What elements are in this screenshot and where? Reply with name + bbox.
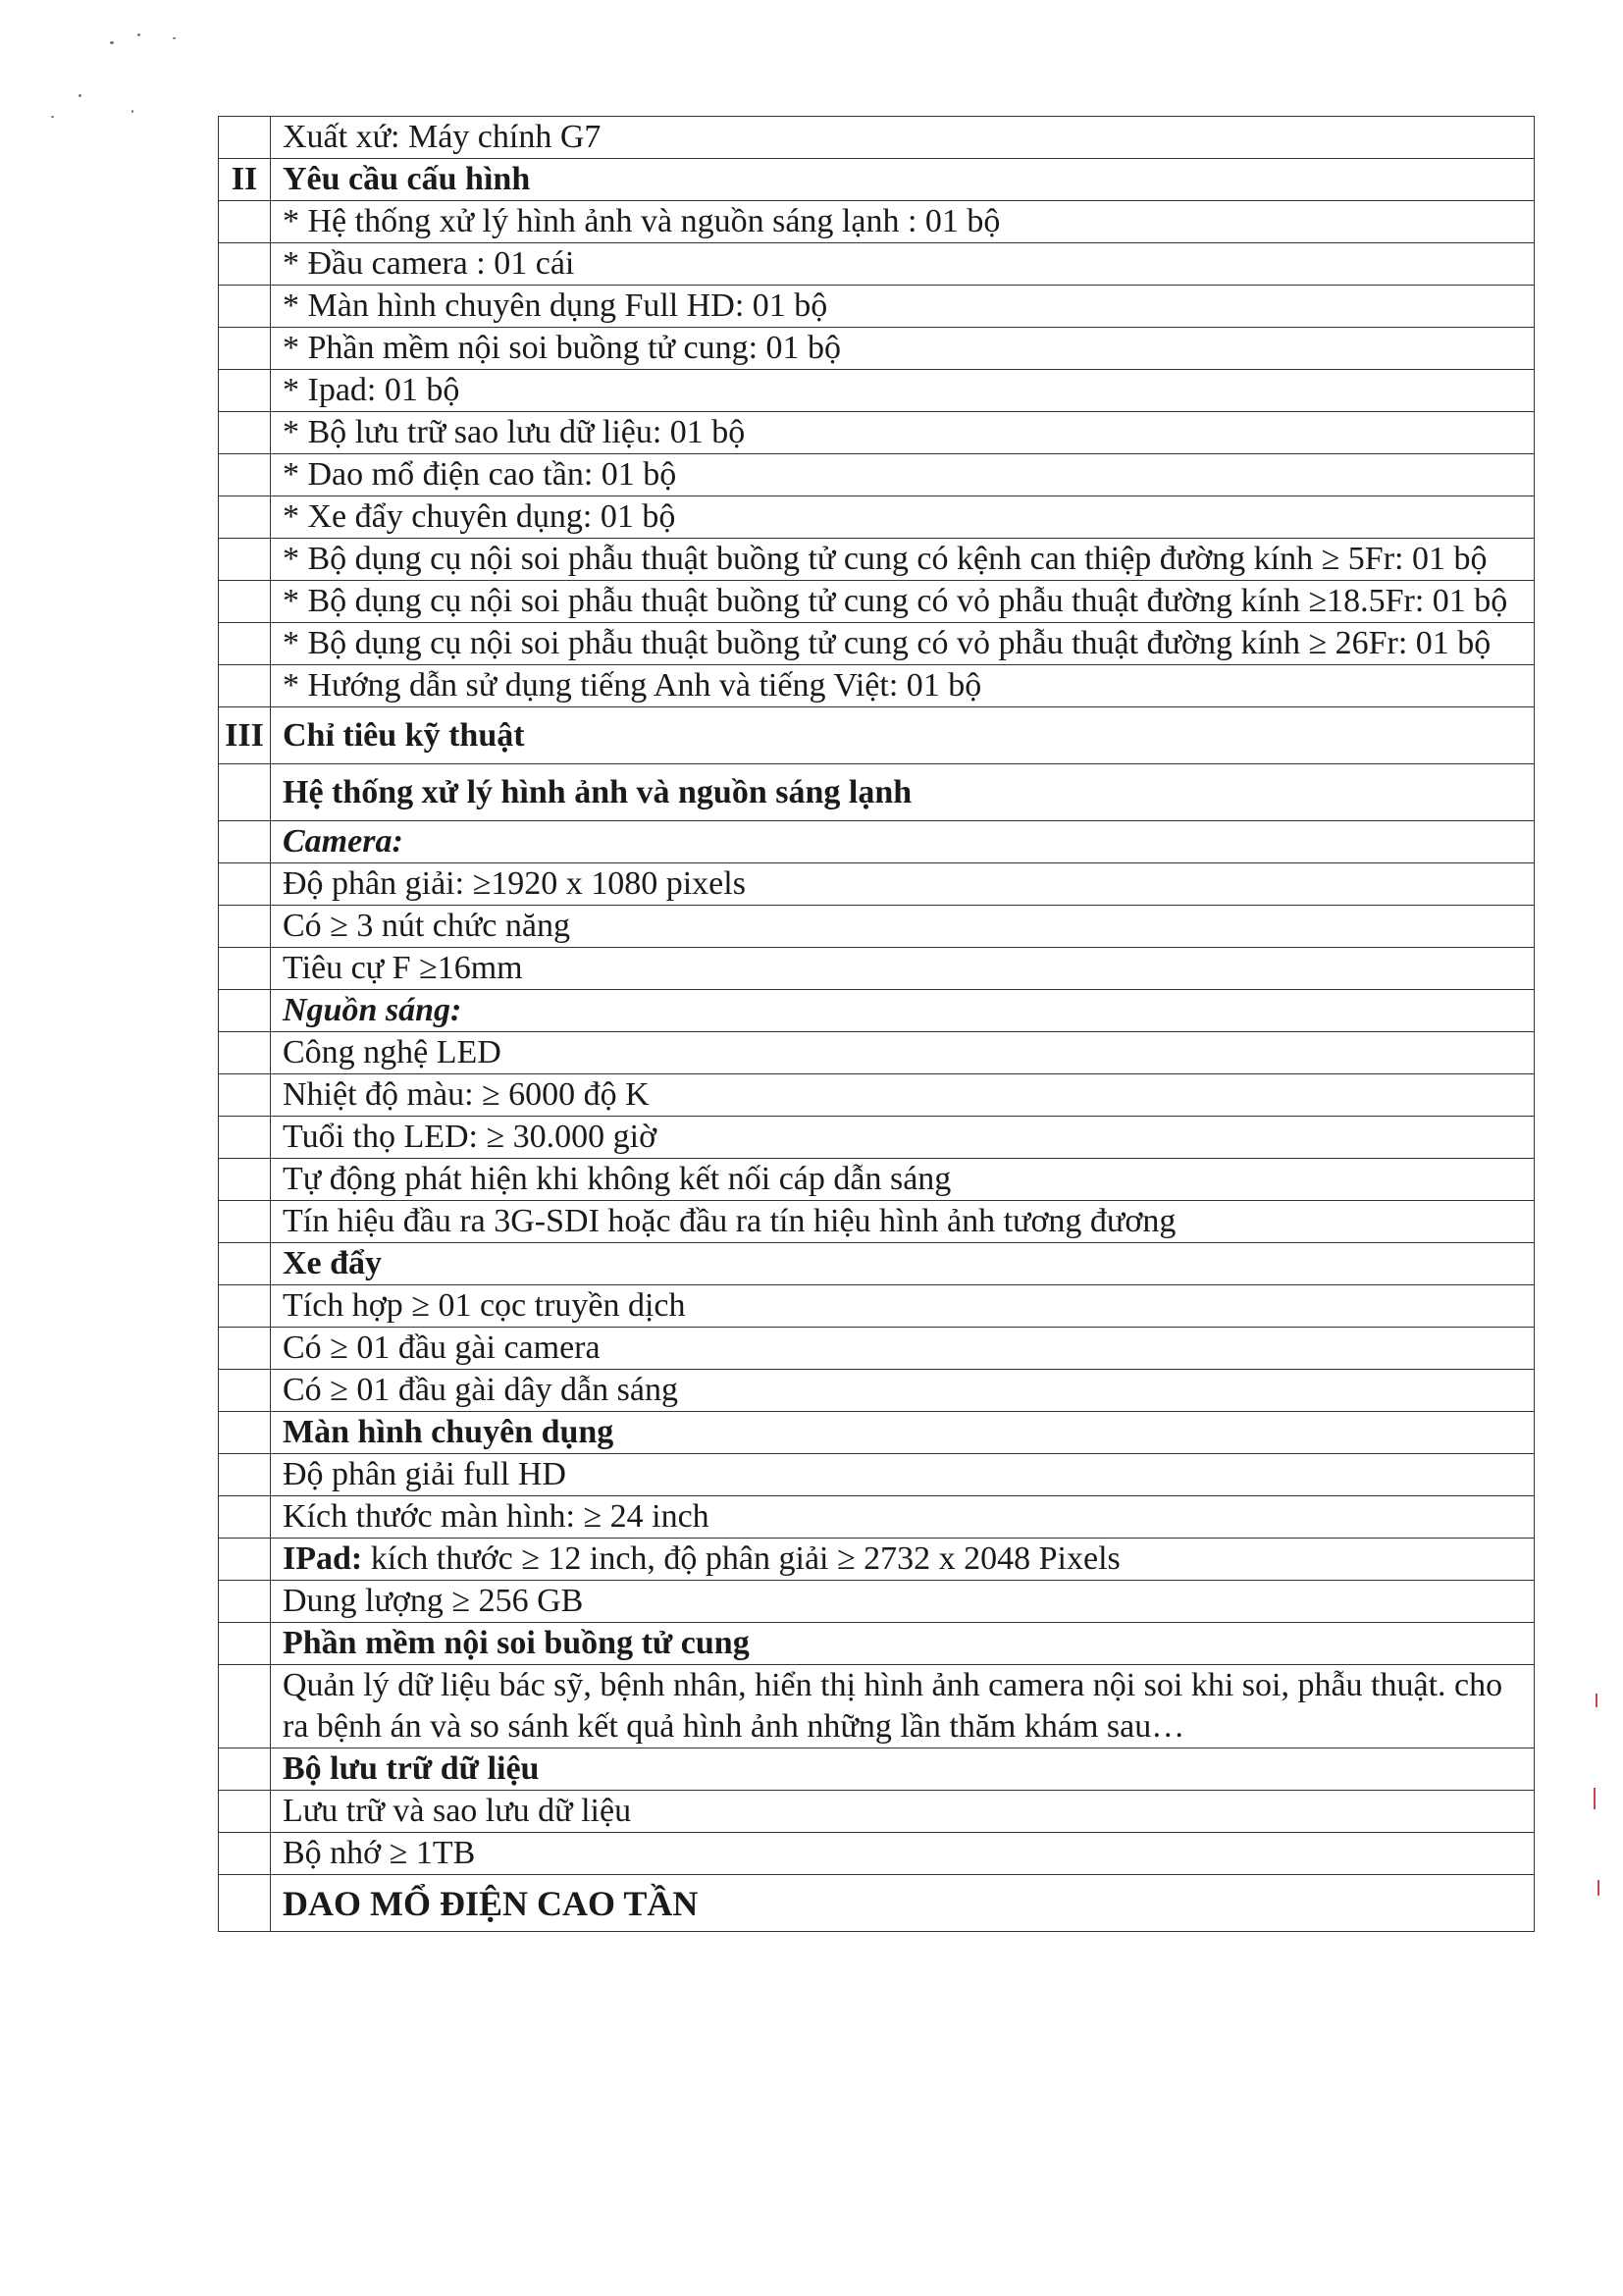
table-row: [219, 539, 1535, 581]
row-number: [219, 665, 271, 707]
scan-speck: [51, 116, 54, 118]
row-text: Tự động phát hiện khi không kết nối cáp dẫn sáng: [271, 1159, 1535, 1201]
row-number: [219, 201, 271, 243]
row-number: [219, 581, 271, 623]
row-text: Độ phân giải full HD: [271, 1454, 1535, 1496]
row-text: Lưu trữ và sao lưu dữ liệu: [271, 1791, 1535, 1833]
table-row: [219, 1748, 1535, 1791]
row-number: [219, 496, 271, 539]
table-row: [219, 1159, 1535, 1201]
row-text: * Bộ dụng cụ nội soi phẫu thuật buồng tử cung có kệnh can thiệp đường kính ≥ 5Fr: 01 bộ: [271, 539, 1535, 581]
row-text: * Ipad: 01 bộ: [271, 370, 1535, 412]
table-row: [219, 1875, 1535, 1932]
table-row: [219, 623, 1535, 665]
table-row: [219, 1074, 1535, 1117]
row-text: * Phần mềm nội soi buồng tử cung: 01 bộ: [271, 328, 1535, 370]
table-row: [219, 286, 1535, 328]
row-number: [219, 1201, 271, 1243]
table-row: [219, 496, 1535, 539]
section-number: III: [219, 707, 271, 764]
row-number: [219, 1623, 271, 1665]
table-row: [219, 1496, 1535, 1539]
table-row: [219, 1328, 1535, 1370]
row-number: [219, 1074, 271, 1117]
row-number: [219, 764, 271, 821]
row-number: [219, 539, 271, 581]
row-number: [219, 1328, 271, 1370]
row-text: Quản lý dữ liệu bác sỹ, bệnh nhân, hiển thị hình ảnh camera nội soi khi soi, phẫu thuật. cho ra bệnh án và so sánh kết quả hình ảnh những lần thăm khám sau…: [271, 1665, 1535, 1748]
ipad-spec: kích thước ≥ 12 inch, độ phân giải ≥ 2732 x 2048 Pixels: [362, 1540, 1121, 1577]
table-row: [219, 117, 1535, 159]
row-number: [219, 1370, 271, 1412]
row-number: [219, 286, 271, 328]
row-number: [219, 948, 271, 990]
row-number: [219, 1243, 271, 1285]
row-number: [219, 454, 271, 496]
row-number: [219, 243, 271, 286]
row-number: [219, 1496, 271, 1539]
scan-mark: [1594, 1788, 1596, 1809]
row-text: * Dao mổ điện cao tần: 01 bộ: [271, 454, 1535, 496]
table-row: [219, 1201, 1535, 1243]
group-heading: Màn hình chuyên dụng: [271, 1412, 1535, 1454]
row-number: [219, 1454, 271, 1496]
row-number: [219, 990, 271, 1032]
table-row: [219, 665, 1535, 707]
row-text: * Bộ dụng cụ nội soi phẫu thuật buồng tử cung có vỏ phẫu thuật đường kính ≥18.5Fr: 01 bộ: [271, 581, 1535, 623]
section-heading: Yêu cầu cấu hình: [271, 159, 1535, 201]
row-text: Độ phân giải: ≥1920 x 1080 pixels: [271, 863, 1535, 906]
table-row: [219, 1412, 1535, 1454]
table-row: [219, 1539, 1535, 1581]
row-text: * Bộ dụng cụ nội soi phẫu thuật buồng tử cung có vỏ phẫu thuật đường kính ≥ 26Fr: 01 bộ: [271, 623, 1535, 665]
table-row: [219, 1032, 1535, 1074]
table-row: [219, 1243, 1535, 1285]
table-row: [219, 1833, 1535, 1875]
table-row: [219, 243, 1535, 286]
row-number: [219, 1032, 271, 1074]
row-number: [219, 1159, 271, 1201]
row-number: [219, 1117, 271, 1159]
row-number: [219, 1285, 271, 1328]
group-heading: Camera:: [271, 821, 1535, 863]
spec-table: [218, 116, 1535, 1932]
row-number: [219, 1581, 271, 1623]
group-heading: Bộ lưu trữ dữ liệu: [271, 1748, 1535, 1791]
table-row: [219, 328, 1535, 370]
row-text: Tuổi thọ LED: ≥ 30.000 giờ: [271, 1117, 1535, 1159]
row-text: Tích hợp ≥ 01 cọc truyền dịch: [271, 1285, 1535, 1328]
table-row: [219, 412, 1535, 454]
section-number: II: [219, 159, 271, 201]
group-heading: Phần mềm nội soi buồng tử cung: [271, 1623, 1535, 1665]
row-text: * Đầu camera : 01 cái: [271, 243, 1535, 286]
row-number: [219, 821, 271, 863]
table-row: [219, 1791, 1535, 1833]
table-row: [219, 906, 1535, 948]
section-heading: DAO MỔ ĐIỆN CAO TẦN: [271, 1875, 1535, 1932]
table-row: [219, 707, 1535, 764]
table-row: [219, 1581, 1535, 1623]
table-row: [219, 1370, 1535, 1412]
row-text: Dung lượng ≥ 256 GB: [271, 1581, 1535, 1623]
row-text: Nhiệt độ màu: ≥ 6000 độ K: [271, 1074, 1535, 1117]
row-number: [219, 328, 271, 370]
table-row: [219, 1285, 1535, 1328]
row-number: [219, 1833, 271, 1875]
ipad-row: [271, 1539, 1535, 1581]
table-row: [219, 1454, 1535, 1496]
table-row: [219, 1623, 1535, 1665]
table-row: [219, 201, 1535, 243]
section-heading: Chỉ tiêu kỹ thuật: [271, 707, 1535, 764]
group-heading: Xe đẩy: [271, 1243, 1535, 1285]
table-row: [219, 159, 1535, 201]
scan-speck: [131, 110, 133, 113]
table-row: [219, 370, 1535, 412]
row-text: Kích thước màn hình: ≥ 24 inch: [271, 1496, 1535, 1539]
table-row: [219, 1665, 1535, 1748]
row-text: Tín hiệu đầu ra 3G-SDI hoặc đầu ra tín hiệu hình ảnh tương đương: [271, 1201, 1535, 1243]
group-heading: Nguồn sáng:: [271, 990, 1535, 1032]
scan-speck: [137, 33, 140, 36]
scan-speck: [173, 37, 176, 39]
row-number: [219, 1665, 271, 1748]
row-number: [219, 370, 271, 412]
row-text: * Bộ lưu trữ sao lưu dữ liệu: 01 bộ: [271, 412, 1535, 454]
table-row: [219, 990, 1535, 1032]
table-row: [219, 863, 1535, 906]
row-text: * Hướng dẫn sử dụng tiếng Anh và tiếng Việt: 01 bộ: [271, 665, 1535, 707]
row-number: [219, 1748, 271, 1791]
row-text: * Màn hình chuyên dụng Full HD: 01 bộ: [271, 286, 1535, 328]
row-text: Có ≥ 3 nút chức năng: [271, 906, 1535, 948]
row-text: Có ≥ 01 đầu gài camera: [271, 1328, 1535, 1370]
table-row: [219, 948, 1535, 990]
table-row: [219, 1117, 1535, 1159]
scan-speck: [79, 94, 81, 97]
row-text: Có ≥ 01 đầu gài dây dẫn sáng: [271, 1370, 1535, 1412]
scan-mark: [1596, 1694, 1597, 1707]
row-text: Bộ nhớ ≥ 1TB: [271, 1833, 1535, 1875]
row-text: * Hệ thống xử lý hình ảnh và nguồn sáng lạnh : 01 bộ: [271, 201, 1535, 243]
subsection-heading: Hệ thống xử lý hình ảnh và nguồn sáng lạnh: [271, 764, 1535, 821]
table-row: [219, 821, 1535, 863]
scan-speck: [110, 41, 114, 44]
row-number: [219, 906, 271, 948]
ipad-label: IPad:: [283, 1540, 363, 1577]
row-number: [219, 1791, 271, 1833]
row-text: Tiêu cự F ≥16mm: [271, 948, 1535, 990]
row-number: [219, 1875, 271, 1932]
row-number: [219, 1539, 271, 1581]
row-number: [219, 117, 271, 159]
row-text: Công nghệ LED: [271, 1032, 1535, 1074]
scan-mark: [1597, 1880, 1599, 1896]
row-number: [219, 623, 271, 665]
row-number: [219, 863, 271, 906]
row-text: * Xe đẩy chuyên dụng: 01 bộ: [271, 496, 1535, 539]
row-number: [219, 1412, 271, 1454]
table-row: [219, 454, 1535, 496]
row-number: [219, 412, 271, 454]
table-row: [219, 581, 1535, 623]
row-text: Xuất xứ: Máy chính G7: [271, 117, 1535, 159]
table-row: [219, 764, 1535, 821]
